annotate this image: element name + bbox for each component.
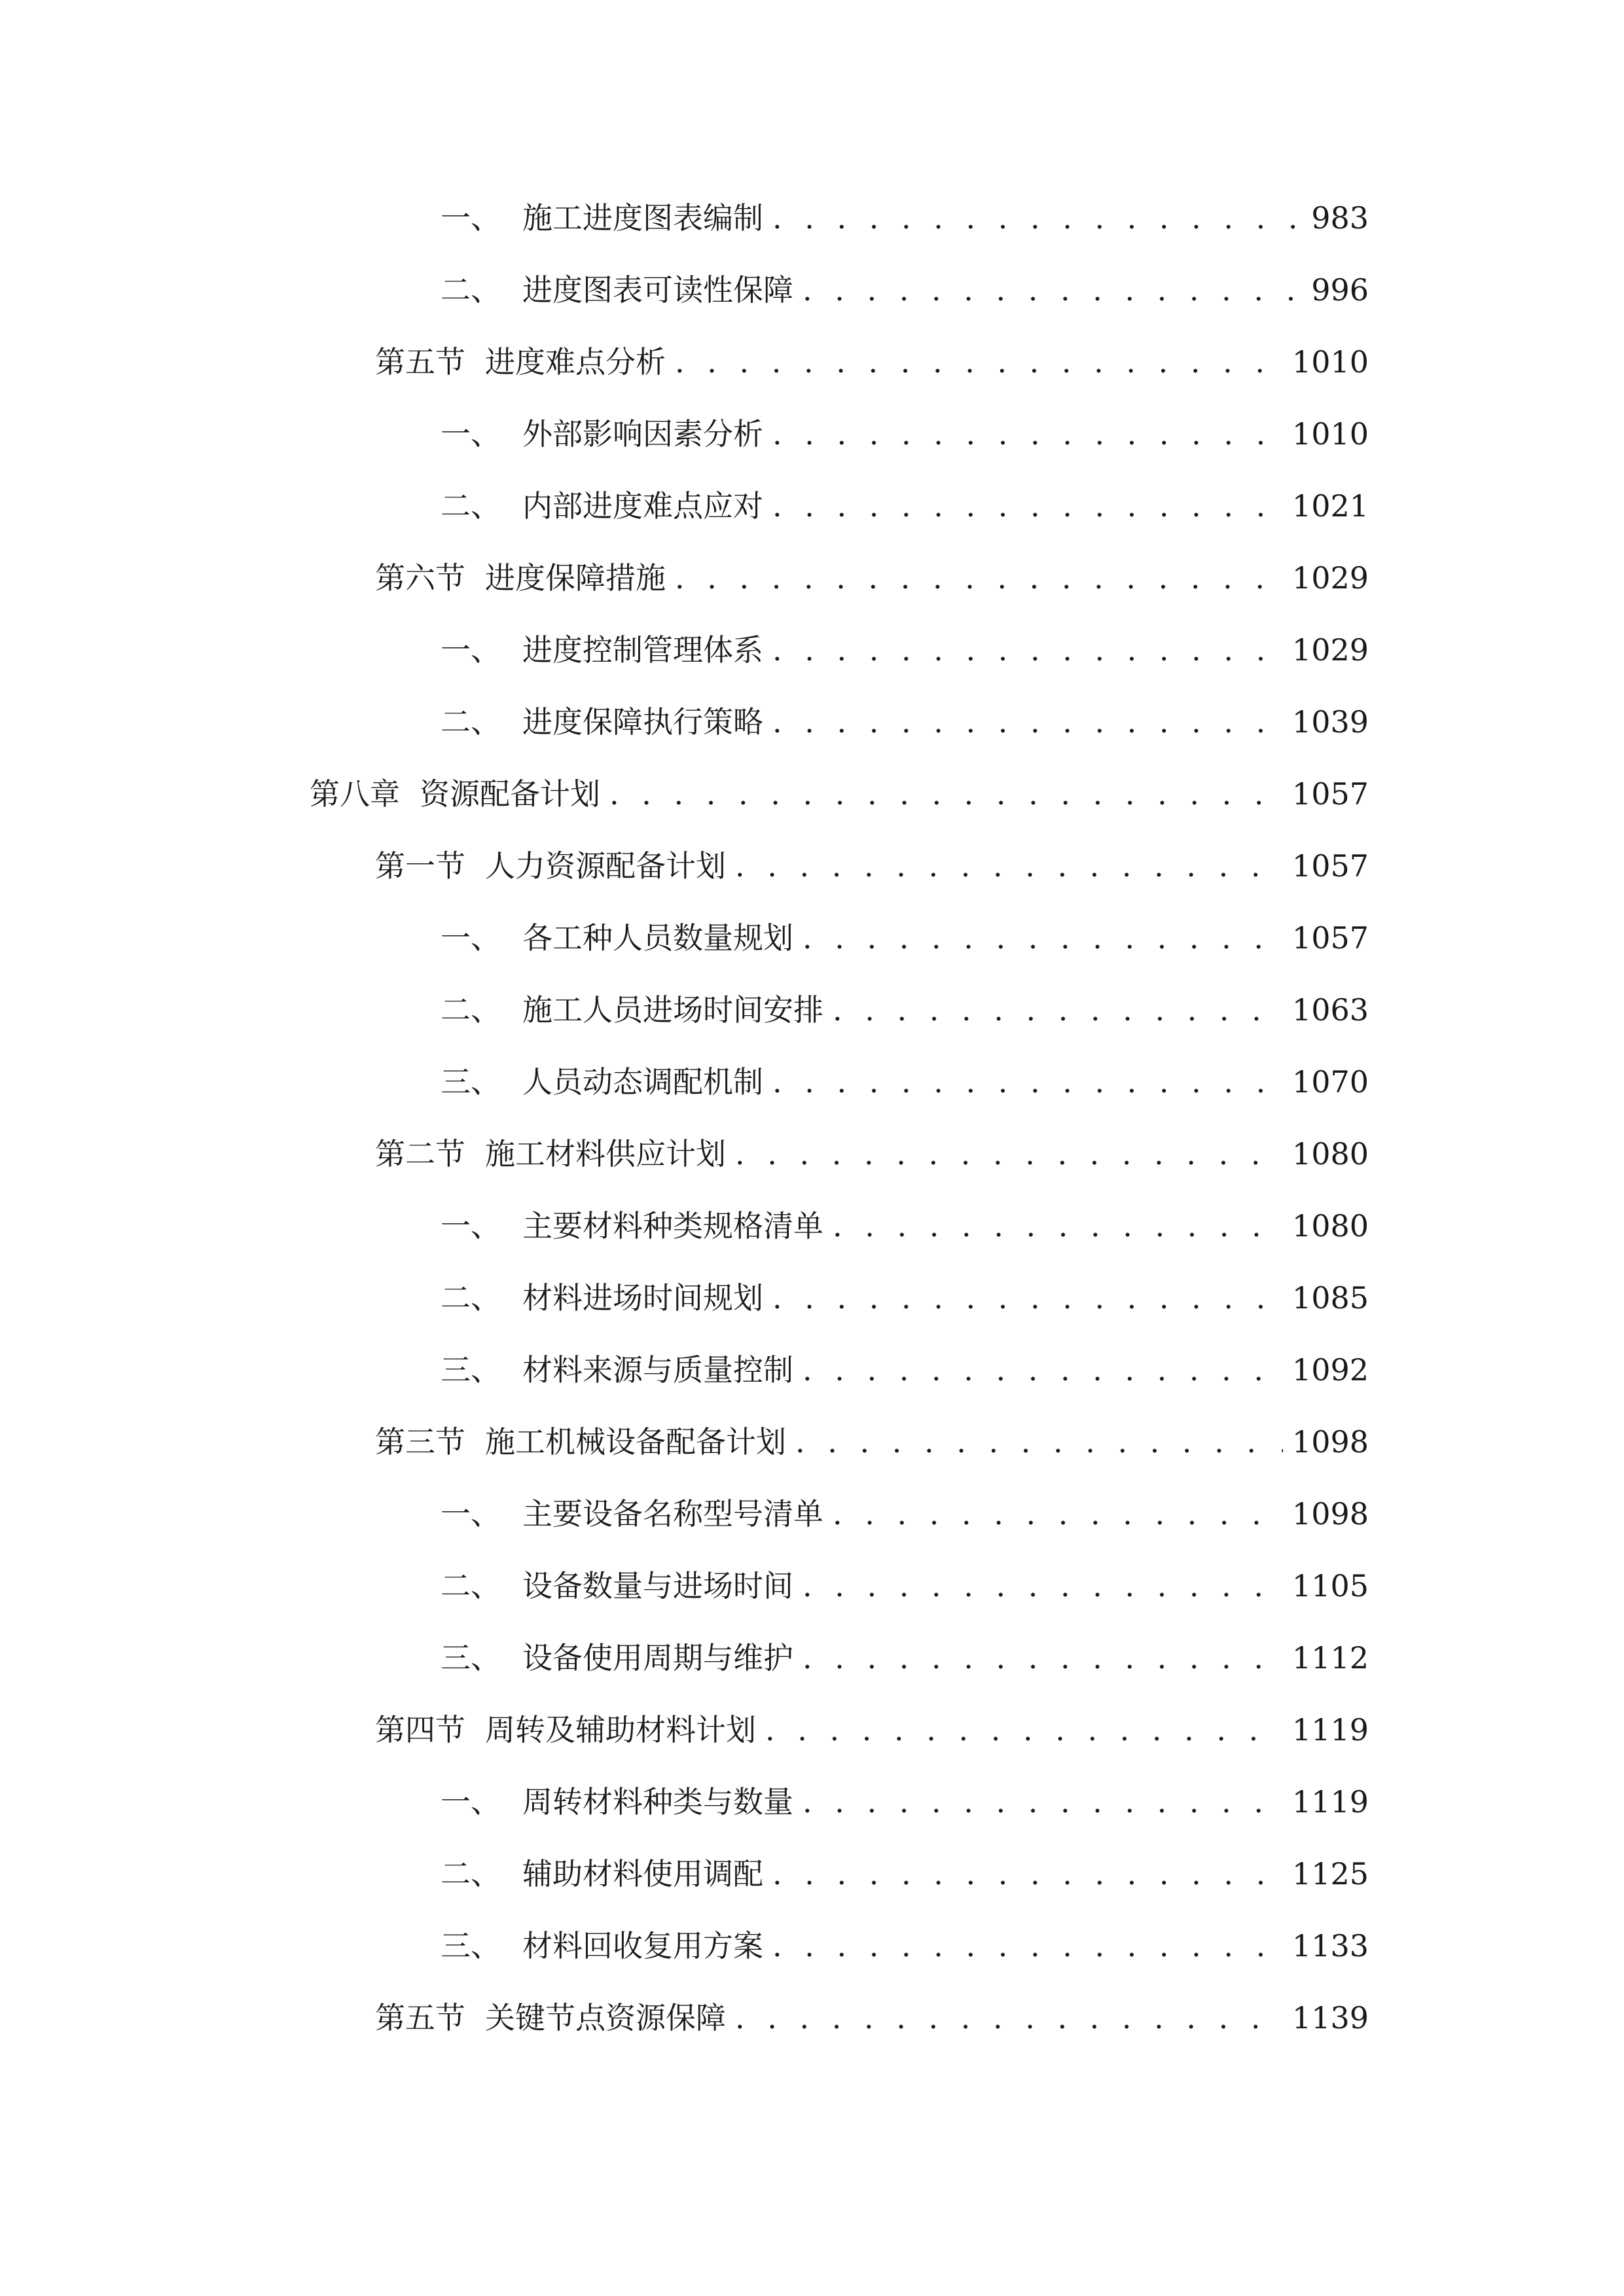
toc-entry[interactable] — [375, 1124, 1369, 1183]
toc-dot-leader — [735, 836, 1283, 895]
toc-entry-page: 1010 — [1291, 344, 1369, 380]
toc-entry-number: 第五节 — [375, 344, 465, 380]
toc-dot-leader — [735, 1124, 1283, 1183]
toc-entry[interactable] — [441, 908, 1369, 967]
toc-entry-number: 一、 — [441, 1496, 501, 1532]
toc-entry[interactable] — [441, 620, 1369, 679]
toc-entry-page: 1029 — [1291, 632, 1369, 668]
toc-entry[interactable] — [441, 1916, 1369, 1975]
toc-entry-title: 材料进场时间规划 — [522, 1280, 763, 1316]
toc-entry-page: 1125 — [1291, 1856, 1369, 1892]
toc-entry-page: 1029 — [1291, 560, 1369, 596]
toc-entry-title: 材料回收复用方案 — [522, 1928, 763, 1964]
toc-entry[interactable] — [441, 476, 1369, 535]
toc-entry-title: 周转及辅助材料计划 — [485, 1712, 756, 1748]
toc-dot-leader — [772, 1052, 1283, 1111]
toc-entry-title: 各工种人员数量规划 — [522, 920, 793, 956]
toc-entry[interactable] — [441, 188, 1369, 247]
toc-entry-number: 二、 — [441, 1856, 501, 1892]
toc-entry[interactable] — [375, 548, 1369, 607]
toc-entry-number: 一、 — [441, 1784, 501, 1820]
toc-entry-title: 设备使用周期与维护 — [522, 1640, 793, 1676]
toc-entry-title: 人员动态调配机制 — [522, 1064, 763, 1100]
toc-entry-number: 三、 — [441, 1352, 501, 1388]
toc-entry-title: 关键节点资源保障 — [485, 2000, 726, 2036]
toc-entry-page: 1133 — [1291, 1928, 1369, 1964]
toc-dot-leader — [795, 1412, 1283, 1471]
toc-entry-title: 进度难点分析 — [485, 344, 666, 380]
toc-entry-number: 第一节 — [375, 848, 465, 884]
toc-entry-title: 施工进度图表编制 — [522, 200, 763, 236]
toc-entry[interactable] — [441, 1268, 1369, 1327]
toc-entry-number: 一、 — [441, 416, 501, 452]
toc-dot-leader — [833, 980, 1283, 1039]
toc-dot-leader — [772, 1268, 1283, 1327]
toc-dot-leader — [735, 1988, 1283, 2047]
toc-entry-page: 1098 — [1291, 1424, 1369, 1460]
toc-entry[interactable] — [441, 1052, 1369, 1111]
toc-entry-number: 一、 — [441, 920, 501, 956]
toc-entry-title: 外部影响因素分析 — [522, 416, 763, 452]
toc-entry-page: 1057 — [1291, 848, 1369, 884]
toc-entry-page: 1070 — [1291, 1064, 1369, 1100]
toc-entry-title: 进度控制管理体系 — [522, 632, 763, 668]
toc-entry-title: 设备数量与进场时间 — [522, 1568, 793, 1604]
toc-entry-title: 周转材料种类与数量 — [522, 1784, 793, 1820]
toc-entry-page: 1105 — [1291, 1568, 1369, 1604]
toc-dot-leader — [772, 1844, 1283, 1903]
toc-entry-number: 二、 — [441, 272, 501, 308]
toc-entry-title: 主要设备名称型号清单 — [522, 1496, 823, 1532]
toc-dot-leader — [803, 260, 1302, 319]
toc-entry-page: 996 — [1311, 272, 1369, 308]
toc-entry-number: 二、 — [441, 488, 501, 524]
toc-dot-leader — [772, 476, 1283, 535]
toc-entry-number: 三、 — [441, 1064, 501, 1100]
toc-entry-title: 内部进度难点应对 — [522, 488, 763, 524]
toc-entry-page: 1139 — [1291, 2000, 1369, 2036]
toc-entry-title: 施工材料供应计划 — [485, 1136, 726, 1172]
toc-dot-leader — [772, 188, 1302, 247]
toc-entry-page: 1085 — [1291, 1280, 1369, 1316]
toc-entry[interactable] — [375, 1412, 1369, 1471]
toc-entry-title: 进度保障措施 — [485, 560, 666, 596]
toc-entry-number: 第四节 — [375, 1712, 465, 1748]
toc-entry-title: 资源配备计划 — [420, 776, 600, 812]
toc-dot-leader — [803, 1340, 1283, 1399]
toc-entry-number: 第六节 — [375, 560, 465, 596]
toc-entry-number: 第二节 — [375, 1136, 465, 1172]
toc-entry-number: 第三节 — [375, 1424, 465, 1460]
toc-entry[interactable] — [375, 1988, 1369, 2047]
toc-dot-leader — [833, 1196, 1283, 1255]
toc-entry-number: 第八章 — [310, 776, 400, 812]
toc-dot-leader — [772, 404, 1283, 463]
toc-entry[interactable] — [375, 332, 1369, 391]
toc-entry-page: 1057 — [1291, 920, 1369, 956]
toc-dot-leader — [772, 620, 1283, 679]
toc-entry-page: 1119 — [1291, 1784, 1369, 1820]
toc-entry-page: 1010 — [1291, 416, 1369, 452]
toc-entry[interactable] — [310, 764, 1369, 823]
toc-entry-title: 施工人员进场时间安排 — [522, 992, 823, 1028]
toc-entry[interactable] — [441, 260, 1369, 319]
toc-entry-number: 一、 — [441, 1208, 501, 1244]
toc-dot-leader — [772, 692, 1283, 751]
toc-dot-leader — [803, 1628, 1283, 1687]
toc-entry[interactable] — [441, 1628, 1369, 1687]
toc-entry-number: 二、 — [441, 704, 501, 740]
toc-entry-number: 二、 — [441, 1280, 501, 1316]
toc-dot-leader — [803, 1772, 1283, 1831]
toc-entry-page: 1080 — [1291, 1208, 1369, 1244]
toc-entry-page: 1098 — [1291, 1496, 1369, 1532]
toc-dot-leader — [772, 1916, 1283, 1975]
toc-entry-number: 第五节 — [375, 2000, 465, 2036]
toc-entry[interactable] — [441, 1484, 1369, 1543]
toc-dot-leader — [609, 764, 1283, 823]
toc-dot-leader — [765, 1700, 1283, 1759]
toc-entry-title: 进度保障执行策略 — [522, 704, 763, 740]
toc-entry-page: 1063 — [1291, 992, 1369, 1028]
toc-entry-number: 三、 — [441, 1640, 501, 1676]
toc-entry[interactable] — [441, 980, 1369, 1039]
toc-entry-page: 1080 — [1291, 1136, 1369, 1172]
toc-entry[interactable] — [375, 1700, 1369, 1759]
toc-dot-leader — [675, 548, 1283, 607]
toc-entry[interactable] — [375, 836, 1369, 895]
toc-entry-number: 一、 — [441, 200, 501, 236]
toc-entry-page: 1119 — [1291, 1712, 1369, 1748]
toc-entry-page: 1112 — [1291, 1640, 1369, 1676]
toc-entry-title: 人力资源配备计划 — [485, 848, 726, 884]
toc-entry[interactable] — [441, 404, 1369, 463]
toc-entry-page: 1057 — [1291, 776, 1369, 812]
toc-dot-leader — [833, 1484, 1283, 1543]
toc-entry-page: 1021 — [1291, 488, 1369, 524]
toc-dot-leader — [803, 1556, 1283, 1615]
toc-entry[interactable] — [441, 692, 1369, 751]
toc-entry-number: 三、 — [441, 1928, 501, 1964]
toc-entry[interactable] — [441, 1772, 1369, 1831]
toc-entry-number: 二、 — [441, 1568, 501, 1604]
toc-entry-number: 一、 — [441, 632, 501, 668]
toc-entry-number: 二、 — [441, 992, 501, 1028]
toc-entry-page: 1092 — [1291, 1352, 1369, 1388]
toc-entry-page: 983 — [1311, 200, 1369, 236]
toc-entry-title: 进度图表可读性保障 — [522, 272, 793, 308]
toc-dot-leader — [803, 908, 1283, 967]
toc-entry-title: 主要材料种类规格清单 — [522, 1208, 823, 1244]
toc-entry-title: 施工机械设备配备计划 — [485, 1424, 786, 1460]
toc-entry[interactable] — [441, 1844, 1369, 1903]
toc-entry-title: 材料来源与质量控制 — [522, 1352, 793, 1388]
toc-entry[interactable] — [441, 1340, 1369, 1399]
toc-dot-leader — [675, 332, 1283, 391]
toc-entry-page: 1039 — [1291, 704, 1369, 740]
toc-entry[interactable] — [441, 1556, 1369, 1615]
toc-entry-title: 辅助材料使用调配 — [522, 1856, 763, 1892]
toc-entry[interactable] — [441, 1196, 1369, 1255]
